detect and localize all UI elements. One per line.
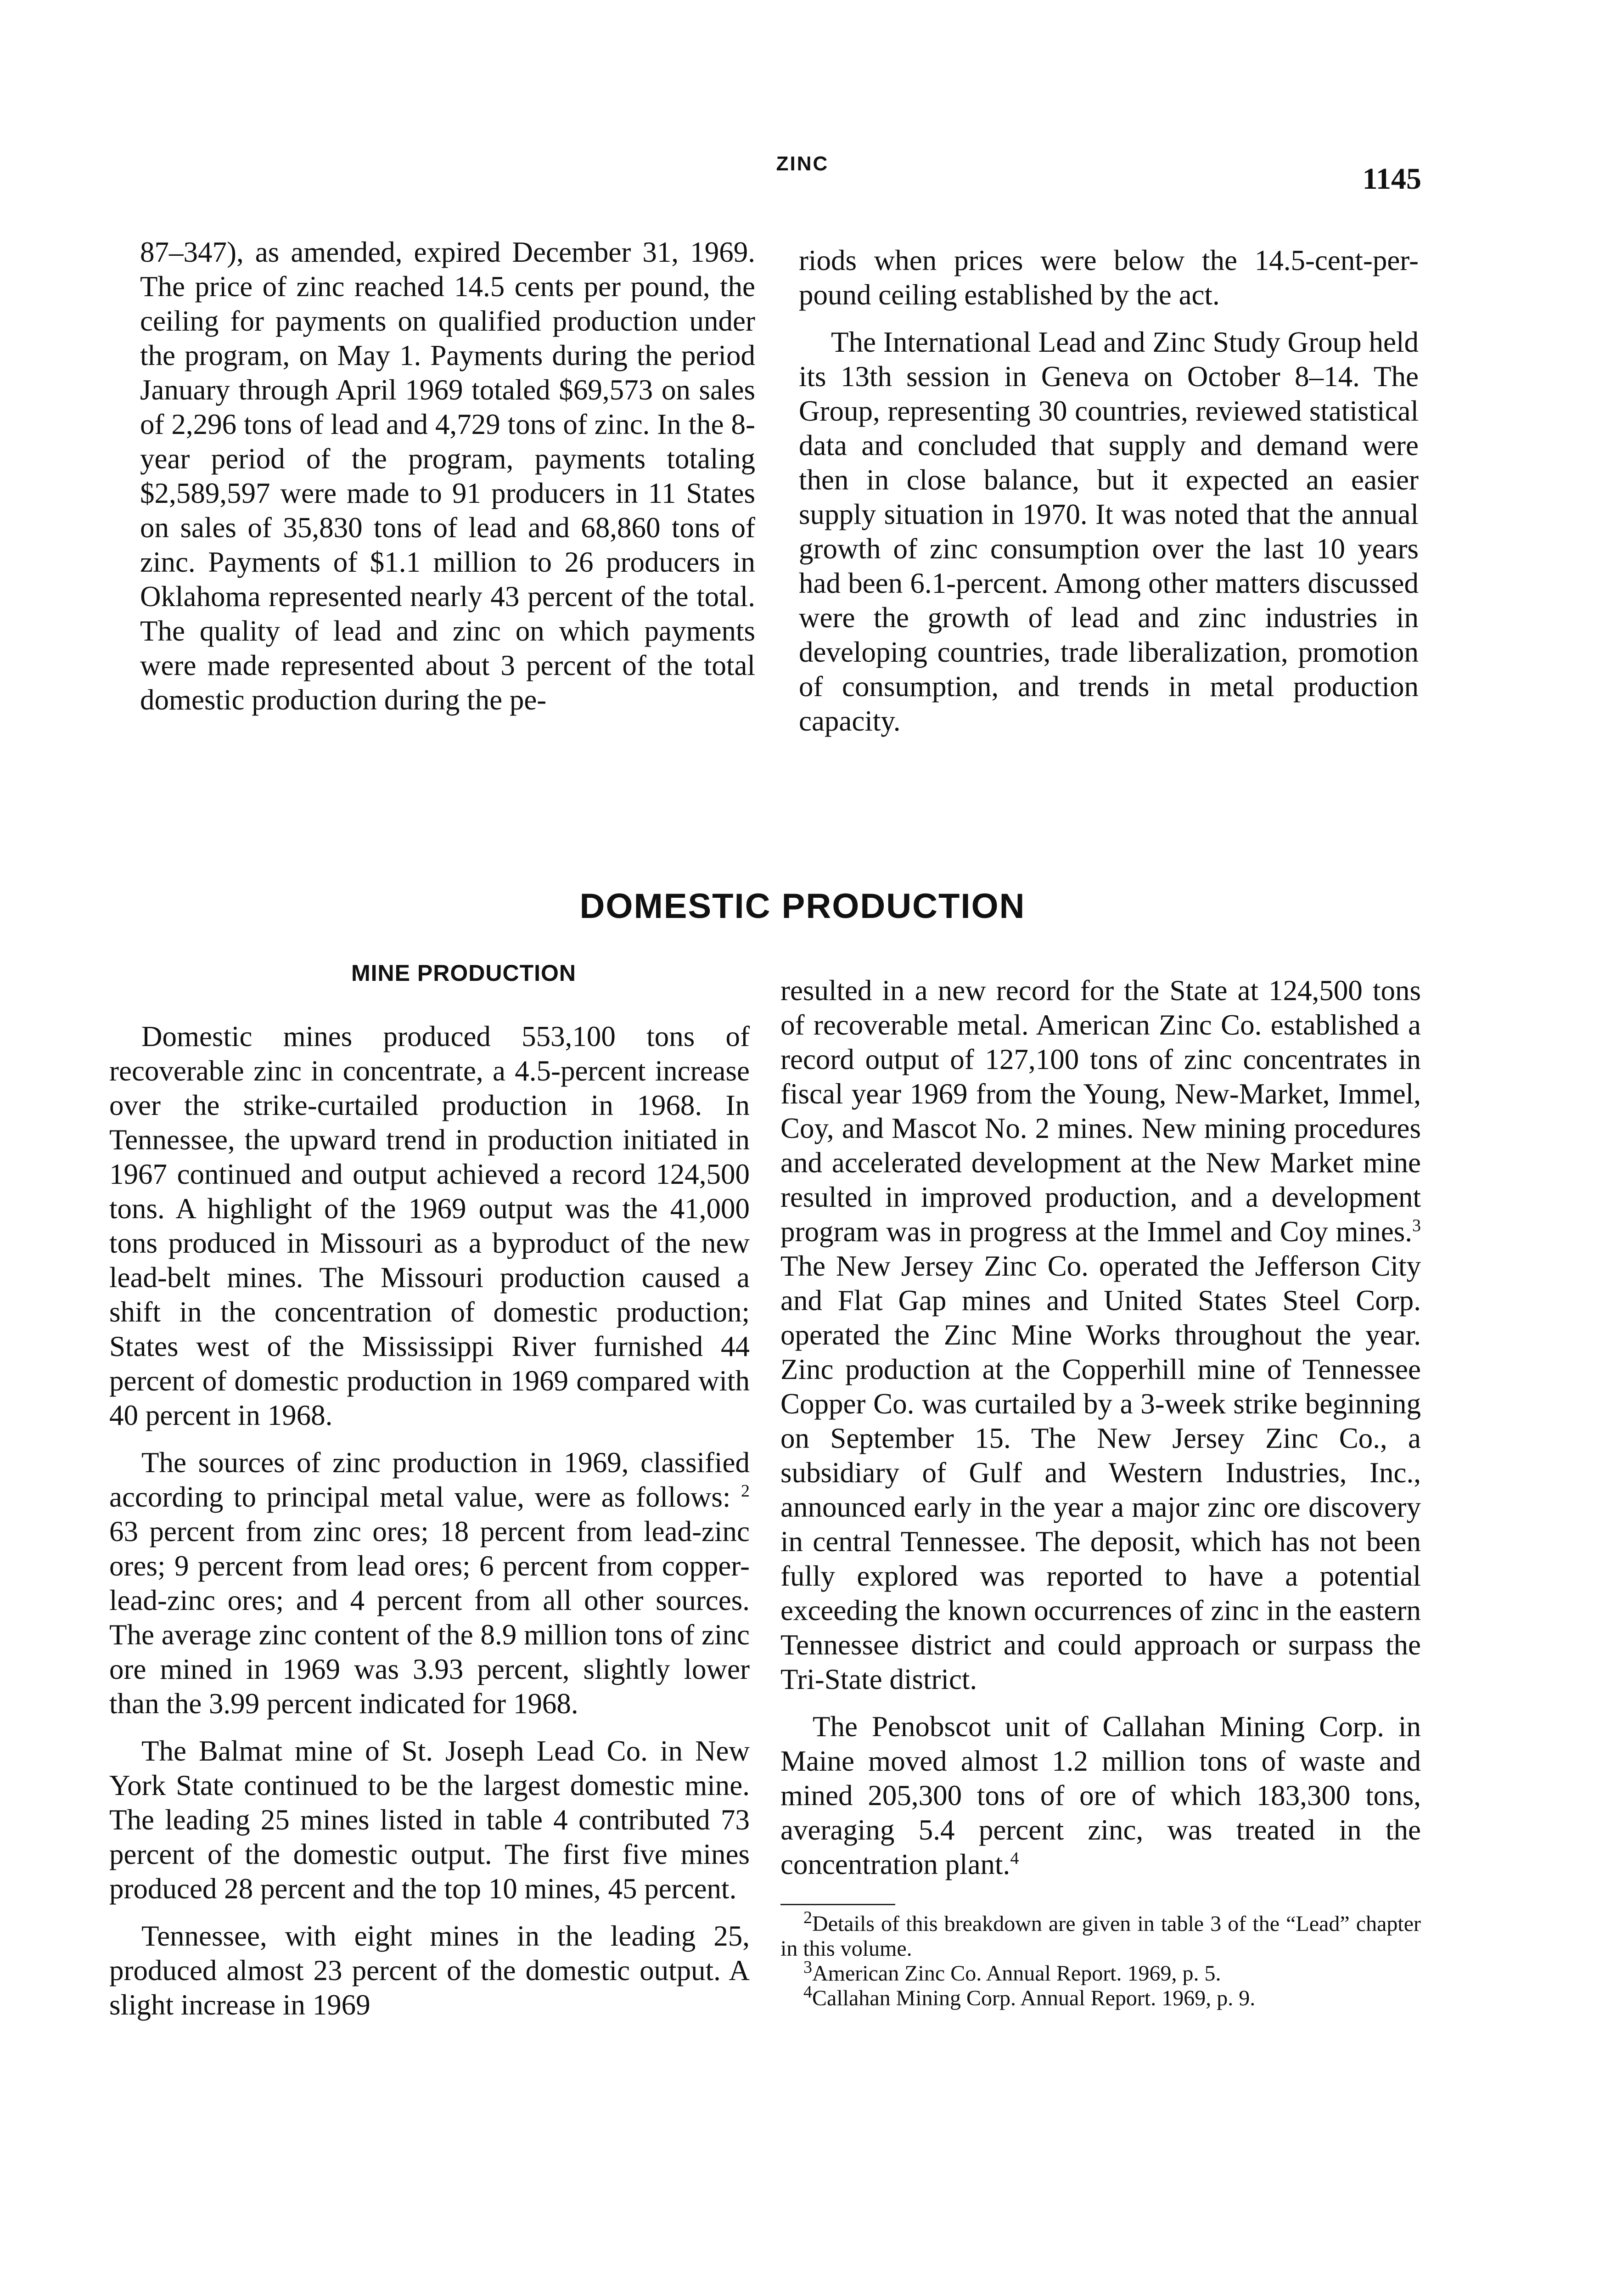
bottom-left-column [109,1019,750,2022]
footnote-reference: 2 [741,1481,750,1501]
paragraph-text: resulted in a new record for the State at 124,500 tons of recoverable metal. American Zinc Co. established a record output of 127,100 tons of zinc concentrates in fiscal year 1969 from the Young, New-Market, Immel, Coy, and Mascot No. 2 mines. New mining procedures and accelerated development at the New Market mine resulted in improved production, and a development program was in progress at the Immel and Coy mines. [780,974,1421,1248]
paragraph: 87–347), as amended, expired December 31, 1969. The price of zinc reached 14.5 cents per pound, the ceiling for payments on qualified production under the program, on May 1. Payments during the period January through April 1969 totaled $69,573 on sales of 2,296 tons of lead and 4,729 tons of zinc. In the 8-year period of the program, payments totaling $2,589,597 were made to 91 producers in 11 States on sales of 35,830 tons of lead and 68,860 tons of zinc. Payments of $1.1 million to 26 producers in Oklahoma represented nearly 43 percent of the total. The quality of lead and zinc on which payments were made represented about 3 percent of the total domestic production during the pe- [140,236,755,716]
paragraph: Domestic mines produced 553,100 tons of recoverable zinc in concentrate, a 4.5-percent increase over the strike-curtailed production in 1968. In Tennessee, the upward trend in production initiated in 1967 continued and output achieved a record 124,500 tons. A highlight of the 1969 output was the 41,000 tons produced in Missouri as a byproduct of the new lead-belt mines. The Missouri production caused a shift in the concentration of domestic production; States west of the Mississippi River furnished 44 percent of domestic production in 1969 compared with 40 percent in 1968. [109,1020,750,1431]
paragraph [780,974,1421,1697]
footnote-text: Callahan Mining Corp. Annual Report. 1969, p. 9. [812,1986,1256,2010]
footnote-reference: 4 [1010,1849,1019,1868]
page-number: 1145 [1362,162,1421,196]
footnote-mark: 2 [803,1908,812,1927]
footnotes [780,1908,1421,2011]
footnote [780,1958,1421,1986]
footnote-text: Details of this breakdown are given in table 3 of the “Lead” chapter in this volume. [780,1912,1421,1961]
footnote-mark: 4 [803,1982,812,2002]
bottom-right-column [780,974,1421,2011]
footnote-text: American Zinc Co. Annual Report. 1969, p. 5. [812,1961,1221,1986]
paragraph: Tennessee, with eight mines in the leading 25, produced almost 23 percent of the domestic output. A slight increase in 1969 [109,1920,750,2021]
section-heading: DOMESTIC PRODUCTION [579,887,1026,926]
footnote-divider [780,1904,895,1905]
running-title: ZINC [776,152,829,175]
paragraph-text: 63 percent from zinc ores; 18 percent from lead-zinc ores; 9 percent from lead ores; 6 percent from copper-lead-zinc ores; and 4 percent from all other sources. The average zinc content of the 8.9 million tons of zinc ore mined in 1969 was 3.93 percent, slightly lower than the 3.99 percent indicated for 1968. [109,1515,750,1720]
paragraph-text: The New Jersey Zinc Co. operated the Jefferson City and Flat Gap mines and United States Steel Corp. operated the Zinc Mine Works throughout the year. Zinc production at the Copperhill mine of Tennessee Copper Co. was curtailed by a 3-week strike beginning on September 15. The New Jersey Zinc Co., a subsidiary of Gulf and Western Industries, Inc., announced early in the year a major zinc ore discovery in central Tennessee. The deposit, which has not been fully explored was reported to have a potential exceeding the known occurrences of zinc in the eastern Tennessee district and could approach or surpass the Tri-State district. [780,1250,1421,1695]
footnote-mark: 3 [803,1958,812,1977]
top-right-column [799,243,1419,738]
top-left-column [140,235,755,717]
paragraph [109,1446,750,1721]
paragraph: The International Lead and Zinc Study Group held its 13th session in Geneva on October 8–14. The Group, representing 30 countries, reviewed statistical data and concluded that supply and demand were then in close balance, but it expected an easier supply situation in 1970. It was noted that the annual growth of zinc consumption over the last 10 years had been 6.1-percent. Among other matters discussed were the growth of lead and zinc industries in developing countries, trade liberalization, promotion of consumption, and trends in metal production capacity. [799,326,1419,737]
paragraph: The Balmat mine of St. Joseph Lead Co. in New York State continued to be the largest domestic mine. The leading 25 mines listed in table 4 contributed 73 percent of the domestic output. The first five mines produced 28 percent and the top 10 mines, 45 percent. [109,1735,750,1905]
paragraph [780,1710,1421,1882]
footnote [780,1908,1421,1961]
footnote [780,1982,1421,2011]
footnote-reference: 3 [1412,1216,1421,1235]
paragraph-text: The Penobscot unit of Callahan Mining Corp. in Maine moved almost 1.2 million tons of waste and mined 205,300 tons of ore of which 183,300 tons, averaging 5.4 percent zinc, was treated in the concentration plant. [780,1711,1421,1880]
paragraph: riods when prices were below the 14.5-cent-per-pound ceiling established by the act. [799,244,1419,311]
subsection-heading: MINE PRODUCTION [351,960,576,986]
paragraph-text: The sources of zinc production in 1969, classified according to principal metal value, were as follows: [109,1446,750,1513]
